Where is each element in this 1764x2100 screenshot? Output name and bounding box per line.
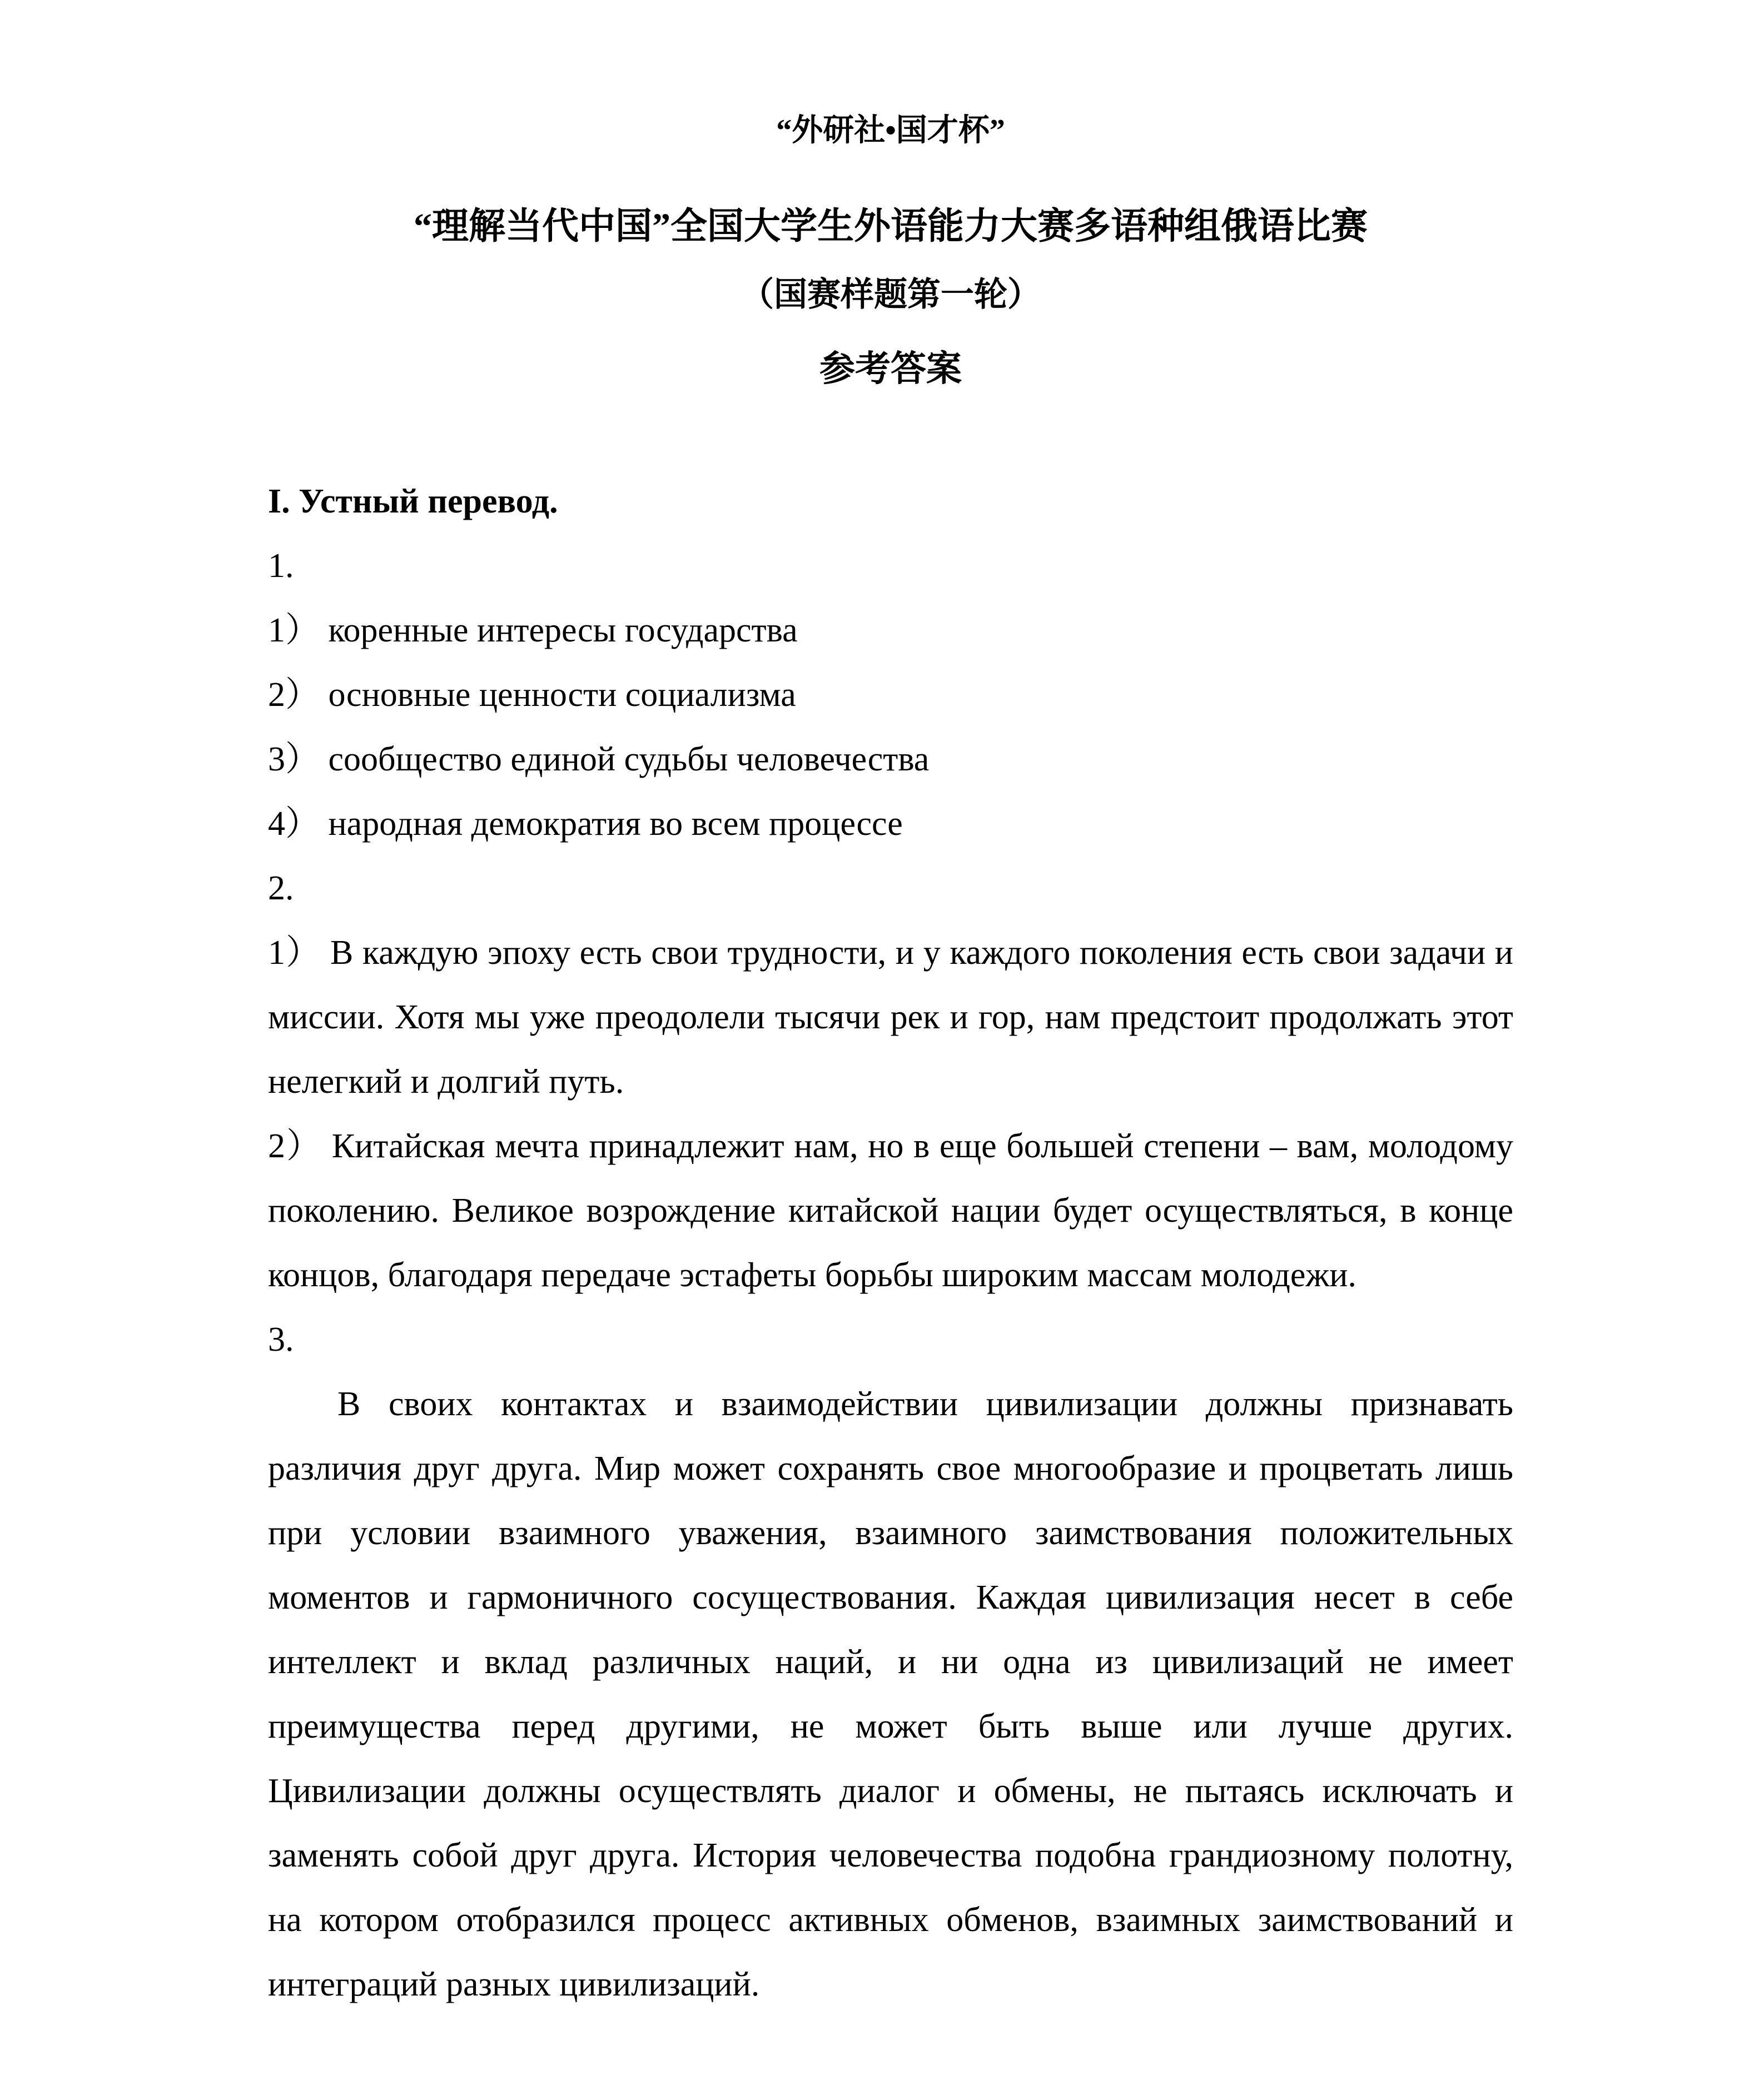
task1-number: 1. [268,547,294,585]
task1-answer-3: 3） сообщество единой судьбы человечества [268,740,930,778]
task3-answer-paragraph: В своих контактах и взаимодействии цивилизации должны признавать различия друг друга. Мир может сохранять свое многообразие и процветать лишь при условии взаимного уважения, взаимного заимствования положительных моментов и гармоничного сосуществования. Каждая цивилизация несет в себе интеллект и вклад различных наций, и ни одна из цивилизаций не имеет преимущества перед другими, не может быть выше или лучше других. Цивилизации должны осуществлять диалог и обмены, не пытаясь исключать и заменять собой друг друга. История человечества подобна грандиозному полотну, на котором отобразился процесс активных обменов, взаимных заимствований и интеграций разных цивилизаций. [268,1385,1513,2003]
task3-number: 3. [268,1321,294,1358]
task1-answer-1: 1） коренные интересы государства [268,611,798,649]
title-answer-key: 参考答案 [819,349,962,389]
task1-answer-4: 4） народная демократия во всем процессе [268,805,903,843]
task2-answer-1: 1） В каждую эпоху есть свои трудности, и у каждого поколения есть свои задачи и миссии. Хотя мы уже преодолели тысячи рек и гор, нам предстоит продолжать этот нелегкий и долгий путь. [268,934,1513,1101]
title-competition-full-name: “理解当代中国”全国大学生外语能力大赛多语种组俄语比赛 [414,206,1368,247]
task2-answer-2: 2） Китайская мечта принадлежит нам, но в еще большей степени – вам, молодому поколению. Великое возрождение китайской нации будет осуществляться, в конце концов, благодаря передаче эстафеты борьбы широким массам молодежи. [268,1127,1513,1294]
section-heading-oral-translation: I. Устный перевод. [268,482,558,520]
task2-number: 2. [268,869,294,907]
title-competition-name: “外研社•国才杯” [776,113,1005,148]
answers-body [268,469,1513,2017]
task1-answer-2: 2） основные ценности социализма [268,676,796,714]
title-round-label: （国赛样题第一轮） [741,276,1041,313]
